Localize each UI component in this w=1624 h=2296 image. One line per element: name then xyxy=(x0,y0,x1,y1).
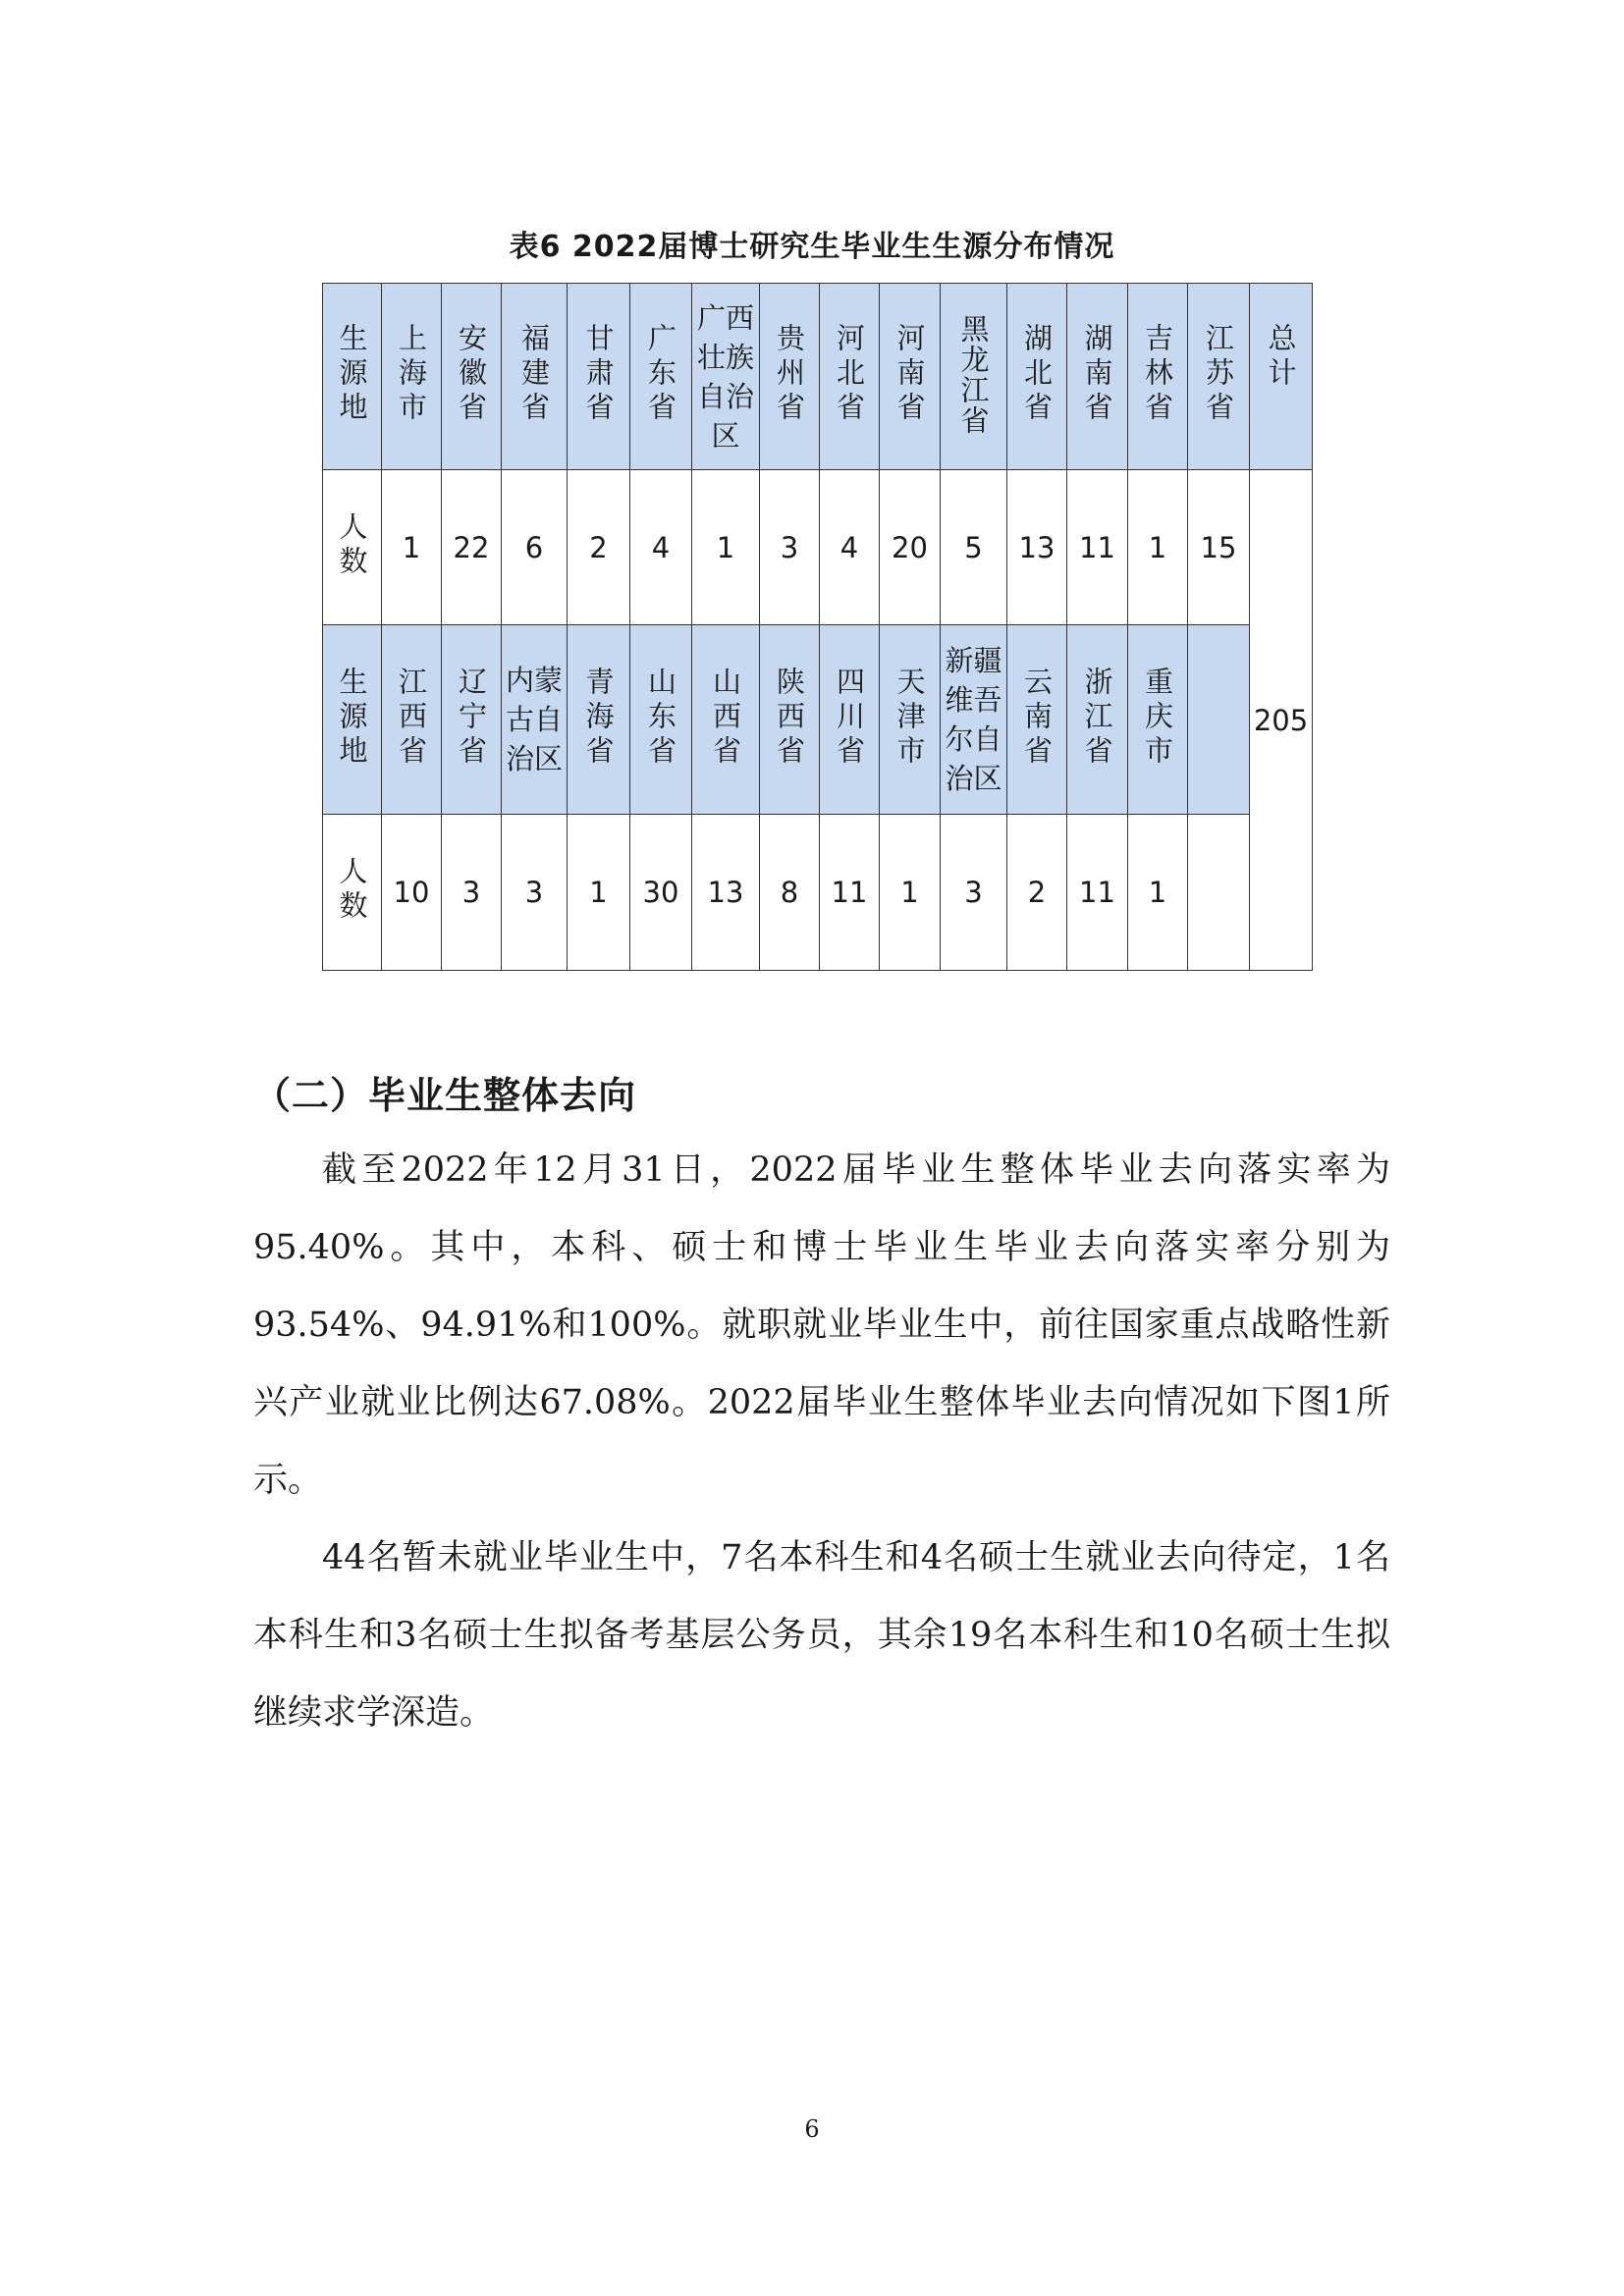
count-cell: 1 xyxy=(568,815,630,971)
count-cell: 11 xyxy=(1067,470,1128,625)
table-caption: 表6 2022届博士研究生毕业生生源分布情况 xyxy=(509,230,1115,264)
place-cell: 湖北省 xyxy=(1007,284,1067,470)
count-cell: 1 xyxy=(692,470,760,625)
count-cell: 1 xyxy=(1128,815,1188,971)
count-label-cell: 人数 xyxy=(323,815,382,971)
place-cell: 内蒙古自治区 xyxy=(502,625,568,815)
count-cell: 1 xyxy=(382,470,442,625)
table-row xyxy=(323,470,1313,625)
place-cell: 江西省 xyxy=(382,625,442,815)
place-cell: 黑龙江省 xyxy=(941,284,1007,470)
place-cell: 甘肃省 xyxy=(568,284,630,470)
count-cell: 2 xyxy=(1007,815,1067,971)
place-cell: 江苏省 xyxy=(1188,284,1250,470)
place-cell: 贵州省 xyxy=(760,284,820,470)
count-cell: 13 xyxy=(692,815,760,971)
total-label-cell: 总计 xyxy=(1250,284,1313,470)
place-cell: 辽宁省 xyxy=(442,625,502,815)
count-cell: 13 xyxy=(1007,470,1067,625)
section-heading: （二）毕业生整体去向 xyxy=(253,1074,637,1117)
place-cell: 山西省 xyxy=(692,625,760,815)
count-label-cell: 人数 xyxy=(323,470,382,625)
place-cell: 广西壮族自治区 xyxy=(692,284,760,470)
origin-distribution-table xyxy=(322,283,1313,971)
page-number: 6 xyxy=(804,2115,820,2143)
count-cell: 4 xyxy=(630,470,692,625)
count-cell: 3 xyxy=(502,815,568,971)
empty-place-cell xyxy=(1188,625,1250,815)
total-value-cell: 205 xyxy=(1250,470,1313,971)
place-cell: 湖南省 xyxy=(1067,284,1128,470)
body-paragraph: 截至2022年12月31日，2022届毕业生整体毕业去向落实率为95.40%。其中，本科、硕士和博士毕业生毕业去向落实率分别为93.54%、94.91%和100%。就职就业毕业生中，前往国家重点战略性新兴产业就业比例达67.08%。2022届毕业生整体毕业去向情况如下图1所示。 xyxy=(253,1150,1390,1500)
count-cell: 3 xyxy=(941,815,1007,971)
count-cell: 8 xyxy=(760,815,820,971)
count-cell: 11 xyxy=(1067,815,1128,971)
count-cell: 1 xyxy=(1128,470,1188,625)
count-cell: 3 xyxy=(760,470,820,625)
place-cell: 浙江省 xyxy=(1067,625,1128,815)
count-cell: 5 xyxy=(941,470,1007,625)
count-cell: 30 xyxy=(630,815,692,971)
origin-label-cell: 生源地 xyxy=(323,625,382,815)
table-row xyxy=(323,815,1313,971)
count-cell: 15 xyxy=(1188,470,1250,625)
count-cell: 20 xyxy=(880,470,941,625)
body-paragraph: 44名暂未就业毕业生中，7名本科生和4名硕士生就业去向待定，1名本科生和3名硕士生拟备考基层公务员，其余19名本科生和10名硕士生拟继续求学深造。 xyxy=(253,1538,1390,1733)
place-cell: 新疆维吾尔自治区 xyxy=(941,625,1007,815)
table-row xyxy=(323,284,1313,470)
count-cell: 11 xyxy=(820,815,880,971)
place-cell: 青海省 xyxy=(568,625,630,815)
place-cell: 陕西省 xyxy=(760,625,820,815)
count-cell: 10 xyxy=(382,815,442,971)
place-cell: 河南省 xyxy=(880,284,941,470)
place-cell: 天津市 xyxy=(880,625,941,815)
place-cell: 安徽省 xyxy=(442,284,502,470)
count-cell: 1 xyxy=(880,815,941,971)
place-cell: 四川省 xyxy=(820,625,880,815)
count-cell: 2 xyxy=(568,470,630,625)
origin-label-cell: 生源地 xyxy=(323,284,382,470)
place-cell: 河北省 xyxy=(820,284,880,470)
place-cell: 上海市 xyxy=(382,284,442,470)
empty-count-cell xyxy=(1188,815,1250,971)
count-cell: 3 xyxy=(442,815,502,971)
place-cell: 福建省 xyxy=(502,284,568,470)
count-cell: 22 xyxy=(442,470,502,625)
count-cell: 6 xyxy=(502,470,568,625)
count-cell: 4 xyxy=(820,470,880,625)
place-cell: 广东省 xyxy=(630,284,692,470)
place-cell: 山东省 xyxy=(630,625,692,815)
place-cell: 重庆市 xyxy=(1128,625,1188,815)
table-row xyxy=(323,625,1313,815)
place-cell: 云南省 xyxy=(1007,625,1067,815)
place-cell: 吉林省 xyxy=(1128,284,1188,470)
